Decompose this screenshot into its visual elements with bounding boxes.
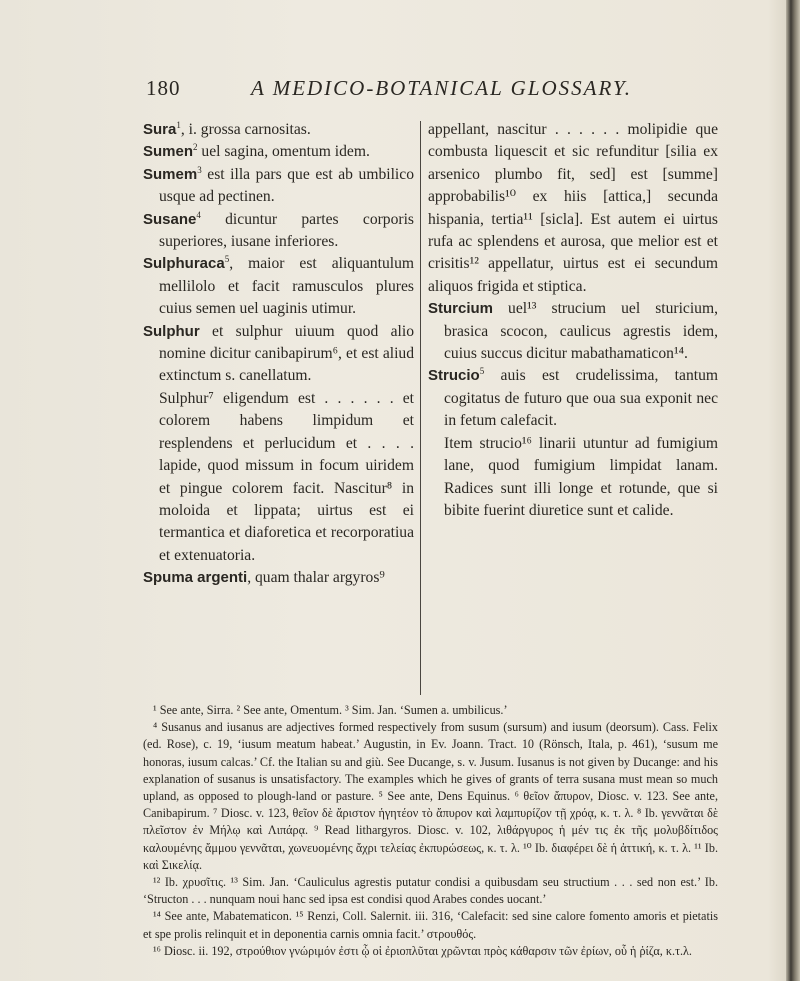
entry-text: , maior est aliquantulum mellilolo et facit ramusculos plures cuius semen uel uaginis utimur. — [159, 255, 414, 318]
entry-text: appellant, nascitur . . . . . . molipidie que combusta liquescit et sic refunditur [silia ex arsenico plumbo fit, sed] est [summe] approbabilis¹⁰ ex hiis [attica,] secunda hispania, tertia¹¹ [sicla]. Est autem ei uirtus rufa ac splendens et aurosa, que melior est et crisitis¹² appellatur, uirtus est ei secundum aliquos frigida et stiptica. — [428, 121, 718, 295]
footnote-block: ¹⁶ Diosc. ii. 192, στρούθιον γνώριμόν ἐστι ᾧ οἱ ἐριοπλῦται χρῶνται πρὸς κάθαρσιν τῶν ἐρίων, οὗ ἡ ῥίζα, κ.τ.λ. — [153, 943, 692, 958]
entry-text: uel sagina, omentum idem. — [197, 143, 370, 161]
entry-sura: Sura$^1$, i. grossa carnositas. — [143, 120, 311, 138]
entry-text: est illa pars que est ab umbilico usque ad pectinen. — [159, 165, 414, 206]
entry-item-strucio — [428, 433, 718, 523]
page-number: 180 — [146, 76, 181, 100]
entry-text: uel¹³ strucium uel sturicium, brasica scocon, caulicus agrestis idem, cuius succus dicitur mabathamaticon¹⁴. — [444, 300, 718, 363]
column-divider — [420, 121, 421, 695]
headword: Spuma argenti — [143, 569, 248, 587]
footnotes — [143, 702, 718, 960]
footnote-block: ¹⁴ See ante, Mabatematicon. ¹⁵ Renzi, Coll. Salernit. iii. 316, ‘Calefacit: sed sine calore fomento amoris et pietatis et spe prolis relinquit et in deponentia carnis omnia facit.’ στρουθός. — [143, 909, 718, 941]
entry-spuma-argenti — [143, 567, 414, 589]
entry-text: Item strucio¹⁶ linarii utuntur ad fumigium lane, quod fumigium limpidat lanam. Radices sunt illi longe et rotunde, que si bibite fuerint diuretice sunt et calide. — [444, 434, 718, 519]
headword: Sumem — [143, 165, 198, 183]
entry-text: Sulphur⁷ eligendum est . . . . . . et colorem habens limpidum et resplendens et perlucidum et . . . . lapide, quod missum in focum uiridem et pingue colorem facit. Nascitur⁸ in moloida et lippata; uirtus est ei termantica et diaforetica et recorporatiua et extenuatoria. — [159, 389, 414, 564]
entry-strucio: Strucio$^5$ auis est crudelissima, tantum cogitatus de futuro que oua sua exponit nec in fetum calefacit. — [428, 366, 718, 430]
entry-text: , i. grossa carnositas. — [180, 121, 311, 138]
headword: Strucio — [428, 367, 480, 385]
right-column — [428, 119, 718, 522]
entry-sulphuraca: Sulphuraca$^5$, maior est aliquantulum mellilolo et facit ramusculos plures cuius semen uel uaginis utimur. — [143, 254, 414, 318]
headword: Sulphur — [143, 322, 200, 340]
entry-sturcium — [428, 298, 718, 365]
entry-spuma-continued — [428, 119, 718, 298]
entry-sumen: Sumen$^2$ uel sagina, omentum idem. — [143, 142, 370, 161]
footnote-block: ¹² Ib. χρυσῖτις. ¹³ Sim. Jan. ‘Cauliculus agrestis putatur condisi a quibusdam seu structium . . . sed non est.’ Ib. ‘Structon . . . nunquam noui hanc sed ipsa est condisi quod Arabes condes uocant.’ — [143, 875, 718, 907]
entry-sulphur — [143, 321, 414, 388]
headword: Sura — [143, 121, 177, 138]
headword: Sturcium — [428, 300, 494, 318]
entry-text: , quam thalar argyros⁹ — [247, 569, 385, 587]
headword: Susane — [143, 210, 197, 228]
headword: Sumen — [143, 143, 194, 161]
entry-sumem: Sumem$^3$ est illa pars que est ab umbilico usque ad pectinen. — [143, 164, 414, 206]
entry-text: auis est crudelissima, tantum cogitatus de futuro que oua sua exponit nec in fetum calefacit. — [444, 367, 718, 430]
page-edge-shadow — [786, 0, 800, 981]
entry-text: et sulphur uiuum quod alio nomine dicitur canibapirum⁶, et est aliud extinctum s. canellatum. — [159, 322, 414, 385]
entry-sulphur-continued — [143, 388, 414, 567]
entry-text: dicuntur partes corporis superiores, iusane inferiores. — [159, 210, 414, 251]
left-column — [143, 119, 414, 590]
entry-susane: Susane$^4$ dicuntur partes corporis superiores, iusane inferiores. — [143, 209, 414, 251]
running-title: A MEDICO-BOTANICAL GLOSSARY. — [251, 76, 632, 100]
footnote-block: ¹ See ante, Sirra. ² See ante, Omentum. ³ Sim. Jan. ‘Sumen a. umbilicus.’ — [153, 703, 508, 717]
headword: Sulphuraca — [143, 255, 225, 273]
footnote-block: ⁴ Susanus and iusanus are adjectives formed respectively from susum (sursum) and iusum (deorsum). Cass. Felix (ed. Rose), c. 19, ‘iusum meatum habeat.’ Augustin, in Ev. Joann. Tract. 10 (Rönsch, Itala, p. 461), ‘susum me honoras, iusum calcas.’ Cf. the Italian su and giù. See Ducange, s. v. Jusum. Iusanus is not given by Ducange: and his explanation of susanus is unsatisfactory. The examples which he gives of grants of terra susana must mean so much upland, as opposed to plough-land or pasture. ⁵ See ante, Dens Equinus. ⁶ θεῖον ἄπυρον, Diosc. v. 123. See ante, Canibapirum. ⁷ Diosc. v. 123, θεῖον δὲ ἄριστον ἡγητέον τὸ ἄπυρον καὶ λαμπυρίζον τῇ χρόᾳ, κ. τ. λ. ⁸ Ib. γεννᾶται δὲ πλεῖστον ἐν Μήλῳ καὶ Λιπάρᾳ. ⁹ Read lithargyros. Diosc. v. 102, λιθάργυρος ἡ μέν τις ἐκ τῆς μολυβδίτιδος καλουμένης ἄμμου γεννᾶται, χωνευομένης ἄχρι τελείας ἐκπυρώσεως, κ. τ. λ. ¹⁰ Ib. διαφέρει δὲ ἡ ἀττική, κ. τ. λ. ¹¹ Ib. καὶ Σικελίᾳ. — [143, 720, 718, 872]
